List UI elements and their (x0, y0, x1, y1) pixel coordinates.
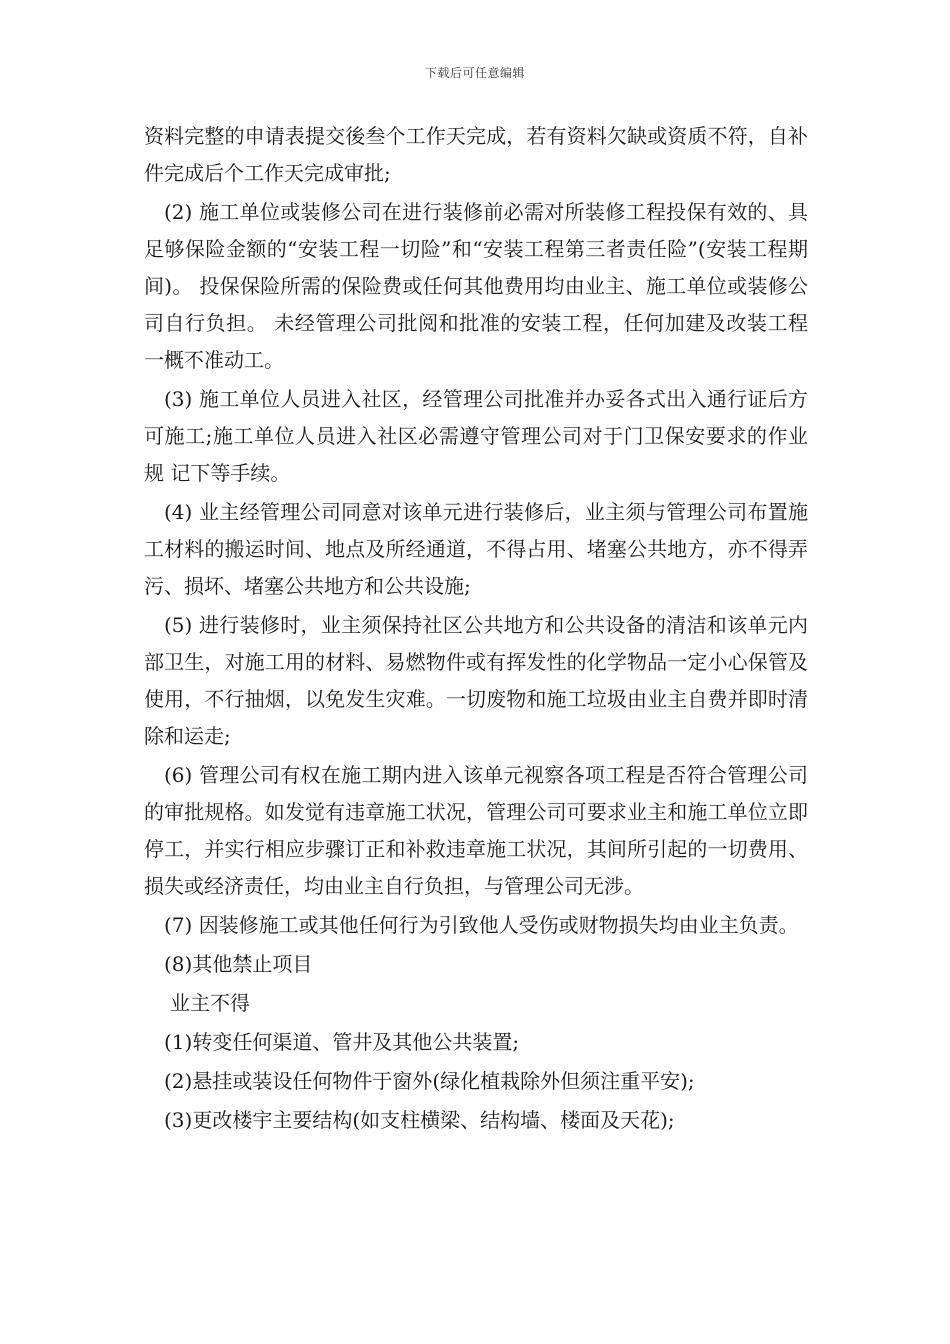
paragraph-item-6-inspection: (6) 管理公司有权在施工期内进入该单元视察各项工程是否符合管理公司的审批规格。如发觉有违章施工状况，管理公司可要求业主和施工单位立即停工，并实行相应步骤订正和补救违章施工状况，其间所引起的一切费用、损失或经济责任，均由业主自行负担，与管理公司无涉。 (144, 763, 808, 898)
paragraph-item-2-insurance: (2) 施工单位或装修公司在进行装修前必需对所装修工程投保有效的、具足够保险金额的“安装工程一切险”和“安装工程第三者责任险”(安装工程期间)。 投保保险所需的保险费或任何其他费用均由业主、施工单位或装修公司自行负担。 未经管理公司批阅和批准的安装工程，任何加建及改装工程一概不准动工。 (144, 200, 808, 372)
paragraph-sub-2-window: (2)悬挂或装设任何物件于窗外(绿化植栽除外但须注重平安); (164, 1069, 695, 1093)
paragraph-sub-3-structure: (3)更改楼宇主要结构(如支柱横梁、结构墙、楼面及天花); (164, 1108, 675, 1132)
paragraph-sub-1-pipes: (1)转变任何渠道、管井及其他公共装置; (164, 1030, 520, 1054)
paragraph-item-5-cleanliness: (5) 进行装修时，业主须保持社区公共地方和公共设备的清洁和该单元内部卫生，对施工用的材料、易燃物件或有挥发性的化学物品一定小心保管及使用，不行抽烟，以免发生灾难。一切废物和施工垃圾由业主自费并即时清除和运走; (144, 613, 808, 748)
paragraph-application-timeline: 资料完整的申请表提交後叁个工作天完成，若有资料欠缺或资质不符，自补件完成后个工作天完成审批; (144, 124, 808, 185)
paragraph-item-7-liability: (7) 因装修施工或其他任何行为引致他人受伤或财物损失均由业主负责。 (164, 913, 799, 937)
document-body (144, 118, 808, 1141)
paragraph-item-8-prohibited: (8)其他禁止项目 (164, 952, 313, 976)
page-header-note: 下载后可任意编辑 (424, 66, 525, 80)
paragraph-owner-must-not: 业主不得 (170, 991, 250, 1015)
paragraph-item-3-entry-permit: (3) 施工单位人员进入社区，经管理公司批准并办妥各式出入通行证后方可施工;施工单位人员进入社区必需遵守管理公司对于门卫保安要求的作业规 记下等手续。 (144, 387, 808, 485)
paragraph-item-4-material-transport: (4) 业主经管理公司同意对该单元进行装修后，业主须与管理公司布置施工材料的搬运时间、地点及所经通道，不得占用、堵塞公共地方，亦不得弄污、损坏、堵塞公共地方和公共设施; (144, 500, 808, 598)
